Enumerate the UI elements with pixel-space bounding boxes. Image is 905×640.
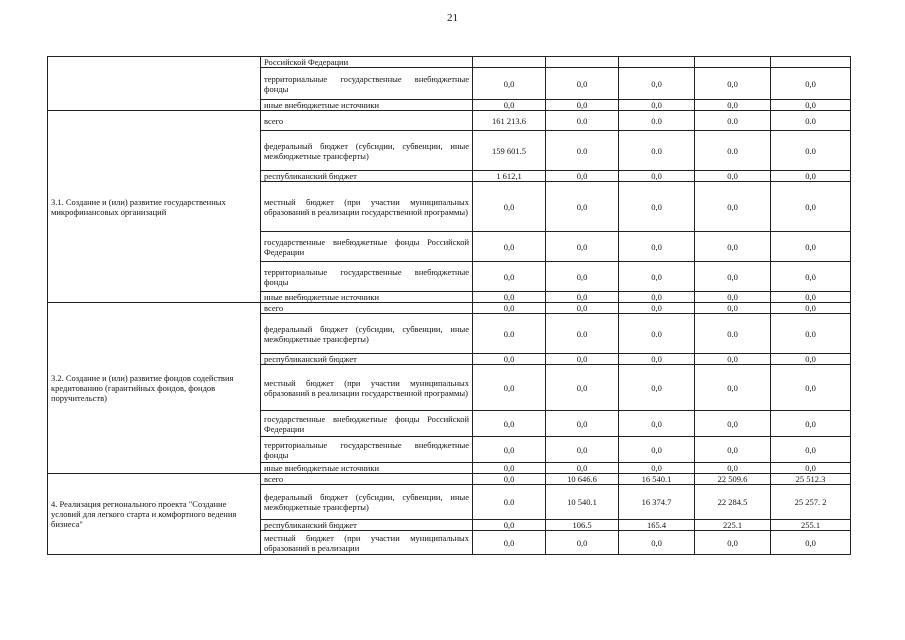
value-cell: 22 284.5 xyxy=(695,485,771,520)
program-cell xyxy=(48,57,261,111)
value-cell: 0,0 xyxy=(473,303,546,314)
value-cell: 16 540.1 xyxy=(619,474,695,485)
value-cell: 0,0 xyxy=(619,100,695,111)
value-cell: 0,0 xyxy=(771,365,851,411)
value-cell: 159 601.5 xyxy=(473,131,546,171)
value-cell: 165.4 xyxy=(619,520,695,531)
value-cell: 0,0 xyxy=(546,354,619,365)
value-cell: 255.1 xyxy=(771,520,851,531)
value-cell: 0,0 xyxy=(771,303,851,314)
value-cell: 0,0 xyxy=(473,531,546,555)
value-cell: 0.0 xyxy=(619,131,695,171)
value-cell: 0,0 xyxy=(473,292,546,303)
value-cell: 0,0 xyxy=(546,182,619,232)
value-cell: 0,0 xyxy=(695,68,771,100)
value-cell: 0,0 xyxy=(771,354,851,365)
value-cell: 0,0 xyxy=(546,100,619,111)
value-cell: 0,0 xyxy=(771,411,851,437)
value-cell: 0,0 xyxy=(473,520,546,531)
value-cell: 0,0 xyxy=(771,531,851,555)
value-cell: 0,0 xyxy=(473,474,546,485)
funding-source-cell: федеральный бюджет (субсидии, субвенции, иные межбюджетные трансферты) xyxy=(261,131,473,171)
value-cell: 25 512.3 xyxy=(771,474,851,485)
value-cell: 0,0 xyxy=(546,411,619,437)
value-cell: 16 374.7 xyxy=(619,485,695,520)
value-cell: 0,0 xyxy=(619,437,695,463)
value-cell xyxy=(546,57,619,68)
funding-source-cell: республиканский бюджет xyxy=(261,171,473,182)
value-cell: 0,0 xyxy=(473,437,546,463)
table-row xyxy=(48,474,851,485)
value-cell: 0,0 xyxy=(546,232,619,262)
value-cell xyxy=(771,57,851,68)
value-cell: 0.0 xyxy=(695,111,771,131)
value-cell: 0,0 xyxy=(771,171,851,182)
value-cell: 0.0 xyxy=(771,314,851,354)
value-cell: 0,0 xyxy=(546,463,619,474)
value-cell: 0,0 xyxy=(771,292,851,303)
value-cell: 161 213.6 xyxy=(473,111,546,131)
funding-source-cell: местный бюджет (при участии муниципальных образований в реализации государственной программы) xyxy=(261,182,473,232)
value-cell: 0.0 xyxy=(619,111,695,131)
value-cell: 0,0 xyxy=(473,354,546,365)
funding-source-cell: иные внебюджетные источники xyxy=(261,100,473,111)
funding-source-cell: всего xyxy=(261,303,473,314)
value-cell: 1 612,1 xyxy=(473,171,546,182)
value-cell xyxy=(473,57,546,68)
value-cell: 0,0 xyxy=(473,463,546,474)
value-cell: 22 509.6 xyxy=(695,474,771,485)
value-cell: 0.0 xyxy=(771,111,851,131)
value-cell: 0,0 xyxy=(619,354,695,365)
funding-source-cell: местный бюджет (при участии муниципальных образований в реализации государственной программы) xyxy=(261,365,473,411)
value-cell: 0,0 xyxy=(619,411,695,437)
value-cell: 0,0 xyxy=(695,365,771,411)
value-cell: 0,0 xyxy=(546,68,619,100)
value-cell: 0,0 xyxy=(771,182,851,232)
table-body xyxy=(48,57,851,555)
value-cell: 0,0 xyxy=(473,100,546,111)
value-cell: 10 646.6 xyxy=(546,474,619,485)
table-row xyxy=(48,57,851,68)
value-cell: 0,0 xyxy=(473,262,546,292)
value-cell: 0.0 xyxy=(546,111,619,131)
funding-source-cell: государственные внебюджетные фонды Российской Федерации xyxy=(261,411,473,437)
value-cell: 0,0 xyxy=(771,463,851,474)
value-cell: 0,0 xyxy=(473,182,546,232)
value-cell: 0,0 xyxy=(473,411,546,437)
funding-source-cell: всего xyxy=(261,111,473,131)
value-cell: 0,0 xyxy=(619,463,695,474)
value-cell: 0,0 xyxy=(771,262,851,292)
funding-source-cell: территориальные государственные внебюджетные фонды xyxy=(261,262,473,292)
value-cell: 0,0 xyxy=(771,437,851,463)
value-cell: 0,0 xyxy=(546,262,619,292)
funding-source-cell: республиканский бюджет xyxy=(261,354,473,365)
value-cell: 0,0 xyxy=(695,437,771,463)
value-cell: 0,0 xyxy=(619,262,695,292)
value-cell: 0.0 xyxy=(771,131,851,171)
funding-source-cell: Российской Федерации xyxy=(261,57,473,68)
value-cell: 0,0 xyxy=(473,232,546,262)
value-cell: 0,0 xyxy=(695,531,771,555)
funding-source-cell: местный бюджет (при участии муниципальных образований в реализации xyxy=(261,531,473,555)
funding-source-cell: государственные внебюджетные фонды Российской Федерации xyxy=(261,232,473,262)
value-cell: 0,0 xyxy=(695,292,771,303)
value-cell xyxy=(695,57,771,68)
value-cell: 0.0 xyxy=(619,314,695,354)
program-cell: 3.1. Создание и (или) развитие государственных микрофинансовых организаций xyxy=(48,111,261,303)
value-cell: 0.0 xyxy=(473,485,546,520)
value-cell: 0,0 xyxy=(695,354,771,365)
value-cell: 0,0 xyxy=(473,68,546,100)
value-cell: 0,0 xyxy=(619,68,695,100)
value-cell: 0,0 xyxy=(619,182,695,232)
value-cell: 0,0 xyxy=(695,182,771,232)
value-cell: 0,0 xyxy=(771,68,851,100)
value-cell: 0,0 xyxy=(546,303,619,314)
value-cell: 0,0 xyxy=(546,365,619,411)
value-cell: 0,0 xyxy=(695,171,771,182)
value-cell: 0.0 xyxy=(695,131,771,171)
funding-source-cell: территориальные государственные внебюджетные фонды xyxy=(261,68,473,100)
value-cell: 0,0 xyxy=(546,171,619,182)
value-cell: 0,0 xyxy=(546,292,619,303)
funding-source-cell: республиканский бюджет xyxy=(261,520,473,531)
table-row xyxy=(48,303,851,314)
value-cell: 0.0 xyxy=(695,314,771,354)
funding-source-cell: иные внебюджетные источники xyxy=(261,463,473,474)
value-cell xyxy=(619,57,695,68)
value-cell: 0,0 xyxy=(695,463,771,474)
budget-table xyxy=(47,56,851,555)
funding-source-cell: иные внебюджетные источники xyxy=(261,292,473,303)
value-cell: 0,0 xyxy=(695,232,771,262)
funding-source-cell: территориальные государственные внебюджетные фонды xyxy=(261,437,473,463)
value-cell: 0,0 xyxy=(695,303,771,314)
value-cell: 0,0 xyxy=(619,365,695,411)
table-row xyxy=(48,111,851,131)
value-cell: 0.0 xyxy=(546,314,619,354)
value-cell: 0,0 xyxy=(473,365,546,411)
value-cell: 10 540.1 xyxy=(546,485,619,520)
value-cell: 0,0 xyxy=(546,437,619,463)
value-cell: 0.0 xyxy=(473,314,546,354)
program-cell: 4. Реализация регионального проекта "Создание условий для легкого старта и комфортного ведения бизнеса" xyxy=(48,474,261,555)
value-cell: 225.1 xyxy=(695,520,771,531)
value-cell: 0,0 xyxy=(695,262,771,292)
value-cell: 0,0 xyxy=(695,100,771,111)
value-cell: 0,0 xyxy=(619,303,695,314)
page-number: 21 xyxy=(447,12,458,24)
value-cell: 0,0 xyxy=(619,292,695,303)
value-cell: 0,0 xyxy=(771,100,851,111)
value-cell: 25 257. 2 xyxy=(771,485,851,520)
value-cell: 0,0 xyxy=(546,531,619,555)
funding-source-cell: всего xyxy=(261,474,473,485)
value-cell: 106.5 xyxy=(546,520,619,531)
funding-source-cell: федеральный бюджет (субсидии, субвенции, иные межбюджетные трансферты) xyxy=(261,485,473,520)
value-cell: 0,0 xyxy=(619,171,695,182)
value-cell: 0.0 xyxy=(546,131,619,171)
value-cell: 0,0 xyxy=(695,411,771,437)
program-cell: 3.2. Создание и (или) развитие фондов содействия кредитованию (гарантийных фондов, фондов поручительств) xyxy=(48,303,261,474)
value-cell: 0,0 xyxy=(619,531,695,555)
value-cell: 0,0 xyxy=(619,232,695,262)
value-cell: 0,0 xyxy=(771,232,851,262)
funding-source-cell: федеральный бюджет (субсидии, субвенции, иные межбюджетные трансферты) xyxy=(261,314,473,354)
